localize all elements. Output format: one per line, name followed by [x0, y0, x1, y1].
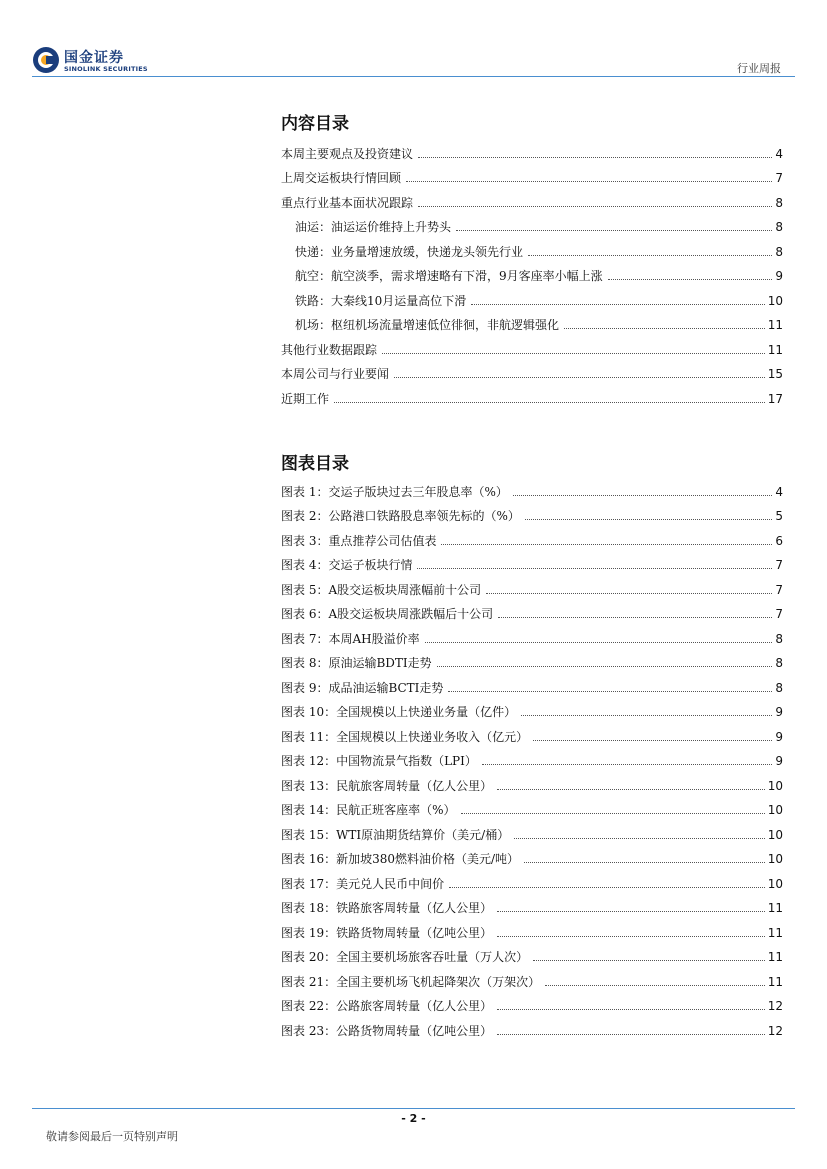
dot-leader [437, 666, 773, 667]
figure-entry-label[interactable]: 图表 13：民航旅客周转量（亿人公里） [281, 778, 493, 793]
figure-entry-page[interactable]: 10 [767, 852, 783, 866]
figure-entry-page[interactable]: 11 [767, 974, 783, 989]
figure-entry-page[interactable]: 12 [767, 1023, 783, 1038]
dot-leader [448, 691, 772, 692]
toc-entry-page[interactable]: 7 [775, 171, 783, 185]
toc-entry-page[interactable]: 10 [767, 293, 783, 308]
dot-leader [608, 279, 773, 280]
figure-entry[interactable] [281, 597, 783, 622]
dot-leader [497, 936, 765, 937]
figure-entry-label[interactable]: 图表 19：铁路货物周转量（亿吨公里） [281, 925, 493, 940]
figure-entry-label[interactable]: 图表 20：全国主要机场旅客吞吐量（万人次） [281, 950, 529, 964]
figure-entry-page[interactable]: 10 [767, 827, 783, 842]
dot-leader [471, 304, 764, 305]
header-divider [32, 76, 795, 77]
figures-title: 图表目录 [281, 454, 349, 474]
figure-entry[interactable] [281, 866, 783, 891]
figure-entry-page[interactable]: 10 [767, 876, 783, 891]
dot-leader [497, 1034, 765, 1035]
toc-entry-label[interactable]: 上周交运板块行情回顾 [281, 171, 402, 185]
figure-entry[interactable] [281, 499, 783, 524]
figure-entry-label[interactable]: 图表 22：公路旅客周转量（亿人公里） [281, 999, 493, 1013]
figure-entry-page[interactable]: 8 [775, 631, 783, 646]
dot-leader [545, 985, 765, 986]
dot-leader [497, 911, 765, 912]
toc-entry[interactable] [281, 210, 783, 235]
dot-leader [533, 740, 772, 741]
dot-leader [486, 593, 772, 594]
page-header [0, 0, 827, 80]
dot-leader [334, 402, 765, 403]
figure-entry-label[interactable]: 图表 16：新加坡380燃料油价格（美元/吨） [281, 852, 520, 866]
figure-entry[interactable] [281, 964, 783, 989]
toc-entry-page[interactable]: 11 [767, 318, 783, 332]
toc-entry-label[interactable]: 铁路：大秦线10月运量高位下滑 [281, 294, 468, 308]
figure-entry[interactable] [281, 670, 783, 695]
toc-entry[interactable] [281, 381, 783, 406]
figure-entry-page[interactable]: 9 [775, 705, 783, 719]
document-type: 行业周报 [737, 62, 781, 75]
footer-divider [32, 1108, 795, 1109]
figure-entry[interactable] [281, 572, 783, 597]
figure-entry-page[interactable]: 9 [775, 729, 783, 744]
logo-cn-text: 国金证券 [64, 50, 124, 66]
dot-leader [564, 328, 765, 329]
logo-en-text: SINOLINK SECURITIES [64, 65, 148, 73]
figure-entry[interactable] [281, 744, 783, 769]
figure-entry[interactable] [281, 817, 783, 842]
dot-leader [449, 887, 765, 888]
toc-entry-page[interactable]: 8 [775, 244, 783, 259]
dot-leader [382, 353, 765, 354]
figure-entry[interactable] [281, 523, 783, 548]
figure-entry-label[interactable]: 图表 1：交运子版块过去三年股息率（%） [281, 484, 508, 499]
figure-entry-page[interactable]: 10 [767, 778, 783, 793]
contents-title: 内容目录 [281, 114, 349, 134]
figure-entry[interactable] [281, 474, 783, 499]
figure-entry-label[interactable]: 图表 7：本周AH股溢价率 [281, 631, 420, 646]
figure-entry[interactable] [281, 768, 783, 793]
dot-leader [461, 813, 765, 814]
figure-entry-page[interactable]: 7 [775, 607, 783, 621]
figure-entry-label[interactable]: 图表 23：公路货物周转量（亿吨公里） [281, 1023, 493, 1038]
toc-entry-label[interactable]: 近期工作 [281, 391, 330, 406]
dot-leader [528, 255, 772, 256]
figure-entry-label[interactable]: 图表 6：A股交运板块周涨跌幅后十公司 [281, 607, 494, 621]
figure-entry-label[interactable]: 图表 4：交运子板块行情 [281, 558, 413, 572]
company-logo [32, 46, 162, 76]
figure-entry-label[interactable]: 图表 18：铁路旅客周转量（亿人公里） [281, 901, 493, 915]
dot-leader [525, 519, 773, 520]
contents-list [281, 136, 783, 406]
toc-entry[interactable] [281, 161, 783, 186]
figure-entry[interactable] [281, 719, 783, 744]
dot-leader [406, 181, 772, 182]
toc-entry-label[interactable]: 航空：航空淡季，需求增速略有下滑，9月客座率小幅上涨 [281, 269, 605, 283]
dot-leader [533, 960, 765, 961]
disclaimer-text: 敬请参阅最后一页特别声明 [46, 1130, 178, 1143]
dot-leader [497, 1009, 765, 1010]
figure-entry[interactable] [281, 548, 783, 573]
toc-entry-page[interactable]: 4 [775, 146, 783, 161]
dot-leader [497, 789, 765, 790]
figure-entry[interactable] [281, 793, 783, 818]
figure-entry[interactable] [281, 621, 783, 646]
dot-leader [441, 544, 772, 545]
toc-entry[interactable] [281, 185, 783, 210]
figure-entry-page[interactable]: 10 [767, 803, 783, 817]
figure-entry-label[interactable]: 图表 3：重点推荐公司估值表 [281, 533, 437, 548]
dot-leader [482, 764, 772, 765]
dot-leader [513, 495, 773, 496]
figure-entry[interactable] [281, 915, 783, 940]
figure-entry-page[interactable]: 5 [775, 509, 783, 523]
dot-leader [456, 230, 772, 231]
toc-entry-page[interactable]: 11 [767, 342, 783, 357]
toc-entry-page[interactable]: 8 [775, 220, 783, 234]
figure-entry-page[interactable]: 11 [767, 901, 783, 915]
figure-entry-label[interactable]: 图表 9：成品油运输BCTI走势 [281, 680, 444, 695]
figure-entry-page[interactable]: 12 [767, 999, 783, 1013]
dot-leader [524, 862, 765, 863]
dot-leader [394, 377, 765, 378]
toc-entry-label[interactable]: 本周主要观点及投资建议 [281, 146, 414, 161]
figure-entry-label[interactable]: 图表 14：民航正班客座率（%） [281, 803, 456, 817]
figure-entry[interactable] [281, 1013, 783, 1038]
toc-entry-label[interactable]: 其他行业数据跟踪 [281, 342, 378, 357]
toc-entry-page[interactable]: 17 [767, 391, 783, 406]
dot-leader [417, 568, 772, 569]
figure-entry-page[interactable]: 11 [767, 925, 783, 940]
toc-entry-label[interactable]: 快递：业务量增速放缓，快递龙头领先行业 [281, 245, 525, 259]
figure-entry[interactable] [281, 646, 783, 671]
figure-entry-page[interactable]: 11 [767, 950, 783, 964]
figure-entry-page[interactable]: 8 [775, 656, 783, 670]
dot-leader [418, 157, 772, 158]
toc-entry[interactable] [281, 234, 783, 259]
dot-leader [498, 617, 772, 618]
dot-leader [425, 642, 773, 643]
figure-entry[interactable] [281, 989, 783, 1014]
toc-entry[interactable] [281, 259, 783, 284]
figure-entry[interactable] [281, 940, 783, 965]
figure-entry-page[interactable]: 4 [775, 484, 783, 499]
toc-entry[interactable] [281, 332, 783, 357]
dot-leader [521, 715, 772, 716]
toc-entry[interactable] [281, 357, 783, 382]
dot-leader [514, 838, 765, 839]
toc-entry-page[interactable]: 9 [775, 269, 783, 283]
toc-entry[interactable] [281, 308, 783, 333]
figure-entry-label[interactable]: 图表 2：公路港口铁路股息率领先标的（%） [281, 509, 520, 523]
toc-entry-label[interactable]: 重点行业基本面状况跟踪 [281, 195, 414, 210]
figure-entry[interactable] [281, 891, 783, 916]
figure-entry-page[interactable]: 8 [775, 680, 783, 695]
logo-mark-icon [32, 46, 60, 74]
toc-entry-page[interactable]: 15 [767, 367, 783, 381]
figure-entry-label[interactable]: 图表 12：中国物流景气指数（LPI） [281, 754, 477, 768]
toc-entry[interactable] [281, 283, 783, 308]
figure-entry-page[interactable]: 6 [775, 533, 783, 548]
figure-entry-label[interactable]: 图表 10：全国规模以上快递业务量（亿件） [281, 705, 517, 719]
toc-entry-page[interactable]: 8 [775, 195, 783, 210]
figure-entry-label[interactable]: 图表 17：美元兑人民币中间价 [281, 876, 445, 891]
page-number: - 2 - [401, 1112, 426, 1125]
figure-entry-label[interactable]: 图表 15：WTI原油期货结算价（美元/桶） [281, 827, 510, 842]
figure-entry-label[interactable]: 图表 5：A股交运板块周涨幅前十公司 [281, 582, 482, 597]
figure-entry[interactable] [281, 695, 783, 720]
figures-list [281, 474, 783, 1038]
toc-entry-label[interactable]: 机场：枢纽机场流量增速低位徘徊，非航逻辑强化 [281, 318, 561, 332]
toc-entry[interactable] [281, 136, 783, 161]
figure-entry-label[interactable]: 图表 21：全国主要机场飞机起降架次（万架次） [281, 974, 541, 989]
toc-entry-label[interactable]: 油运：油运运价维持上升势头 [281, 220, 453, 234]
figure-entry-page[interactable]: 7 [775, 582, 783, 597]
figure-entry-label[interactable]: 图表 11：全国规模以上快递业务收入（亿元） [281, 729, 529, 744]
figure-entry[interactable] [281, 842, 783, 867]
figure-entry-label[interactable]: 图表 8：原油运输BDTI走势 [281, 656, 432, 670]
figure-entry-page[interactable]: 7 [775, 558, 783, 572]
figure-entry-page[interactable]: 9 [775, 754, 783, 768]
dot-leader [418, 206, 772, 207]
toc-entry-label[interactable]: 本周公司与行业要闻 [281, 367, 390, 381]
